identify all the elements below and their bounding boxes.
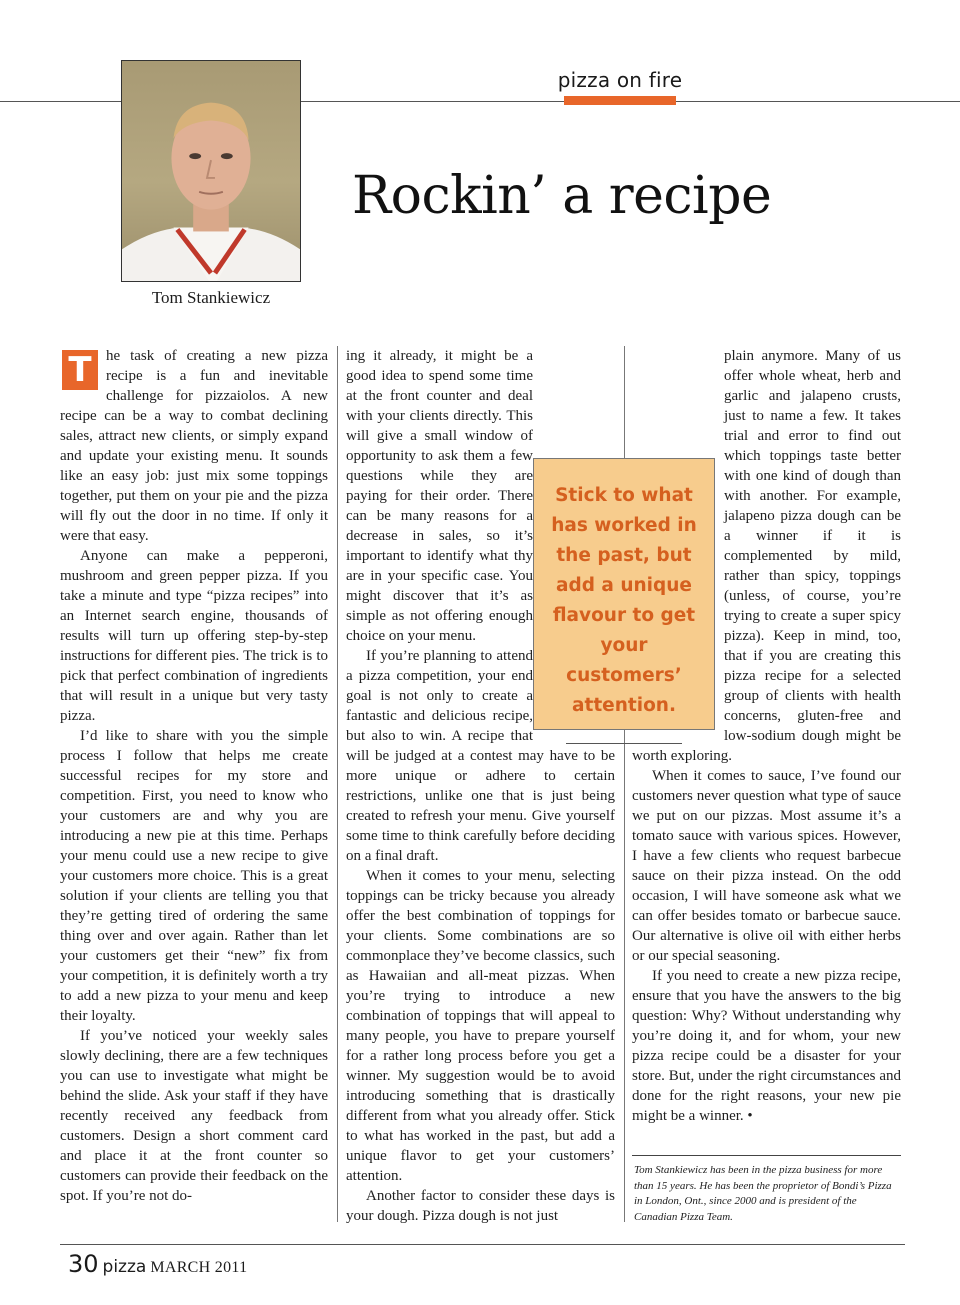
magazine-name: pizza [102,1257,147,1277]
paragraph: plain anymore. Many of us offer whole wheat, herb and garlic and jalapeno crusts, just to name a few. It takes trial and error to find out which toppings taste better with one kind of dough than with another. For example, jalapeno pizza dough can be a winner if it is complemented by mild, rather than spicy, toppings (unless, of course, you’re trying to create a super spicy pizza). Keep in mind, too, that if you are creating this pizza recipe for a selected group of clients with health concerns, gluten-free and low-sodium dough might be worth exploring. [632,348,901,764]
footer-rule [60,1244,905,1245]
paragraph: Another factor to consider these days is your dough. Pizza dough is not just [346,1188,615,1224]
paragraph: T he task of creating a new pizza recipe is a fun and inevitable challenge for pizzaiolos. A new recipe can be a way to combat declining sales, attract new clients, or simply expand and update your existing menu. It sounds like an easy job: just mix some toppings together, put them on your pie and the pizza will fly out the door in no time. If only it were that easy. [60,348,328,544]
folio [68,1250,247,1278]
article-title: Rockin’ a recipe [352,166,772,226]
paragraph: If you need to create a new pizza recipe, ensure that you have the answers to the big question: Why? Without understanding why you’re doing it, and for whom, your new pizza recipe could be a disaster for your store. But, under the right circumstances and done for the right reasons, your new pie might be a winner. • [632,968,901,1124]
author-portrait-illustration [122,61,300,281]
paragraph: When it comes to your menu, selecting toppings can be tricky because you already offer the best combination of toppings for your clients. Some combinations are so commonplace they’ve become classics, such as Hawaiian and all-meat pizzas. When you’re trying to introduce a new combination of toppings that will appeal to many people, you have to prepare yourself for a rather long process before you get a winner. My suggestion would be to avoid introducing something that is drastically different from what you already offer. Stick to what has worked in the past, but add a unique flavor to get your customers’ attention. [346,868,615,1184]
article-column-1 [60,346,328,1206]
column-divider [337,346,338,1222]
section-label: pizza on fire [557,68,683,92]
author-bio: Tom Stankiewicz has been in the pizza business for more than 15 years. He has been the proprietor of Bondi’s Pizza in London, Ont., since 2000 and is president of the Canadian Pizza Team. [634,1164,892,1223]
section-accent-bar [564,96,676,105]
author-photo [121,60,301,282]
paragraph: When it comes to sauce, I’ve found our customers never question what type of sauce we put on our pizzas. Most assume it’s a tomato sauce with various spices. However, I have a few clients who request barbecue sauce on their pizza instead. On the odd occasion, I will have someone ask what we can offer besides tomato or barbecue sauce. Our alternative is olive oil with either herbs or our special seasoning. [632,768,901,964]
drop-cap: T [62,350,98,390]
paragraph: I’d like to share with you the simple process I follow that helps me create successful recipes for my store and competition. First, you need to know who your customers are and why you are introducing a new pie at this time. Perhaps your menu could use a new recipe to give your customers more choice. This is a great solution if your clients are telling you that they’re getting tired of ordering the same thing over and over again. Rather than let your customers get their “new” fix from your competition, it is definitely worth a try to add a new pizza to your menu and keep their loyalty. [60,728,328,1024]
paragraph: If you’re planning to attend a pizza competition, your end goal is not only to create a fantastic and delicious recipe, but also to win. A recipe that will be judged at a contest may have to be more unique or adhere to certain restrictions, unlike one that is just being created to refresh your menu. Give yourself some time to think carefully before deciding on a final draft. [346,648,615,864]
pullquote-text: Stick to what has worked in the past, but add a unique flavour to get your customers’ attention. [551,485,697,716]
issue-date: MARCH 2011 [150,1259,248,1276]
photo-caption: Tom Stankiewicz [151,288,271,307]
paragraph: If you’ve noticed your weekly sales slowly declining, there are a few techniques you can use to investigate what might be behind the slide. Ask your staff if they have recently received any feedback from customers. Design a short comment card and place it at the front counter so customers can provide their feedback on the spot. If you’re not do- [60,1028,328,1204]
pullquote-box [533,458,715,730]
bio-rule [632,1155,901,1156]
paragraph: ing it already, it might be a good idea to spend some time at the front counter and deal with your clients directly. This will give a small window of opportunity to ask them a few questions while they are paying for their order. There can be many reasons for a decrease in sales, so it’s important to identify what thy are in your specific case. You might discover that it’s as simple as not offering enough choice on your menu. [346,346,615,646]
pullquote-rule [566,743,682,744]
page-number: 30 [68,1250,99,1278]
paragraph: Anyone can make a pepperoni, mushroom and green pepper pizza. If you take a minute and type “pizza recipes” into an Internet search engine, thousands of results will turn up offering step-by-step instructions for different pies. The trick is to pick that perfect combination of ingredients that will result in a unique but very tasty pizza. [60,548,328,724]
